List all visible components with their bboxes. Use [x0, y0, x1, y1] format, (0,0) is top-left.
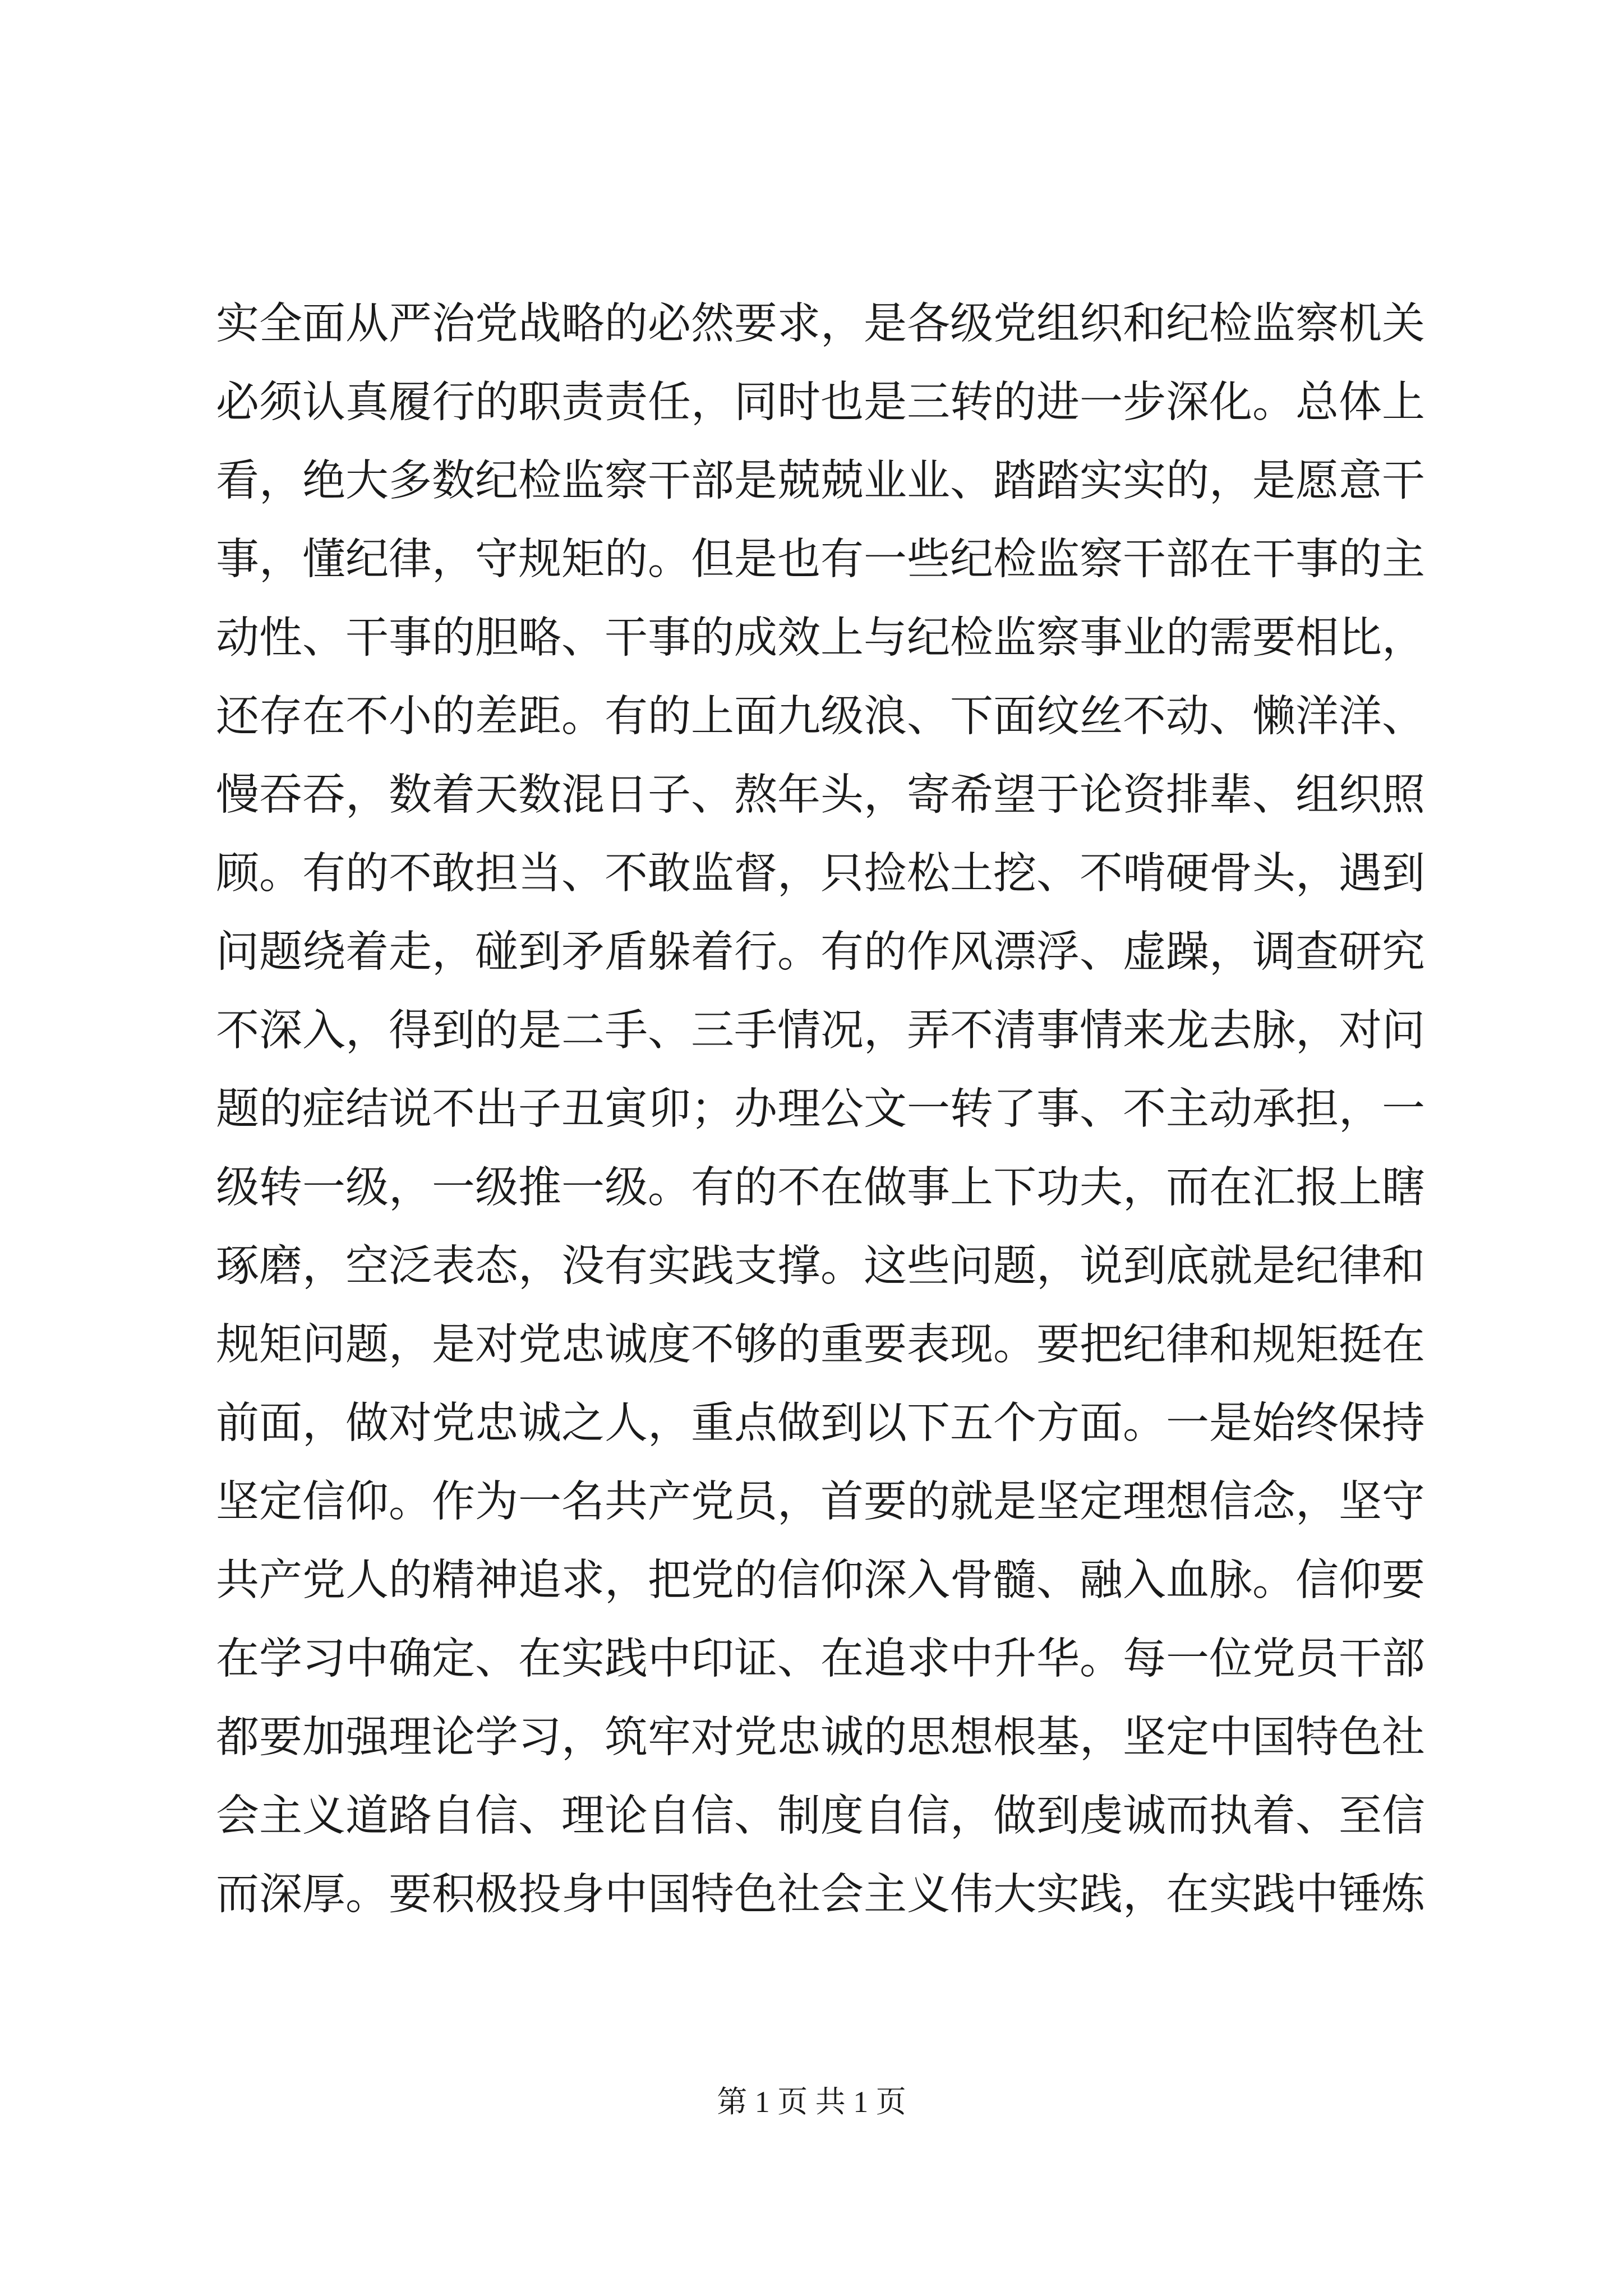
text-line: 题的症结说不出子丑寅卯；办理公文一转了事、不主动承担，一 [216, 1084, 1425, 1134]
text-line: 会主义道路自信、理论自信、制度自信，做到虔诚而执着、至信 [216, 1791, 1425, 1841]
text-line: 动性、干事的胆略、干事的成效上与纪检监察事业的需要相比， [216, 613, 1425, 663]
text-line: 必须认真履行的职责责任，同时也是三转的进一步深化。总体上 [216, 378, 1425, 427]
text-line: 不深入，得到的是二手、三手情况，弄不清事情来龙去脉，对问 [216, 1006, 1425, 1056]
text-line: 琢磨，空泛表态，没有实践支撑。这些问题，说到底就是纪律和 [216, 1241, 1425, 1291]
text-line: 都要加强理论学习，筑牢对党忠诚的思想根基，坚定中国特色社 [216, 1713, 1425, 1763]
text-line: 而深厚。要积极投身中国特色社会主义伟大实践，在实践中锤炼 [216, 1870, 1425, 1920]
text-line: 共产党人的精神追求，把党的信仰深入骨髓、融入血脉。信仰要 [216, 1556, 1425, 1605]
text-line: 级转一级，一级推一级。有的不在做事上下功夫，而在汇报上瞎 [216, 1163, 1425, 1213]
text-line: 问题绕着走，碰到矛盾躲着行。有的作风漂浮、虚躁，调查研究 [216, 927, 1425, 977]
body-text [216, 285, 1425, 1934]
text-line: 事，懂纪律，守规矩的。但是也有一些纪检监察干部在干事的主 [216, 535, 1425, 585]
text-line: 顾。有的不敢担当、不敢监督，只捡松土挖、不啃硬骨头，遇到 [216, 849, 1425, 899]
page-footer [0, 2082, 1623, 2122]
text-line: 看，绝大多数纪检监察干部是兢兢业业、踏踏实实的，是愿意干 [216, 456, 1425, 506]
text-line: 还存在不小的差距。有的上面九级浪、下面纹丝不动、懒洋洋、 [216, 692, 1425, 742]
text-line: 实全面从严治党战略的必然要求，是各级党组织和纪检监察机关 [216, 299, 1425, 349]
text-line: 慢吞吞，数着天数混日子、熬年头，寄希望于论资排辈、组织照 [216, 770, 1425, 820]
text-line: 规矩问题，是对党忠诚度不够的重要表现。要把纪律和规矩挺在 [216, 1320, 1425, 1370]
text-line: 在学习中确定、在实践中印证、在追求中升华。每一位党员干部 [216, 1634, 1425, 1684]
text-line: 坚定信仰。作为一名共产党员，首要的就是坚定理想信念，坚守 [216, 1477, 1425, 1527]
page-number-label: 第 1 页 共 1 页 [717, 2085, 906, 2119]
text-line: 前面，做对党忠诚之人，重点做到以下五个方面。一是始终保持 [216, 1398, 1425, 1448]
